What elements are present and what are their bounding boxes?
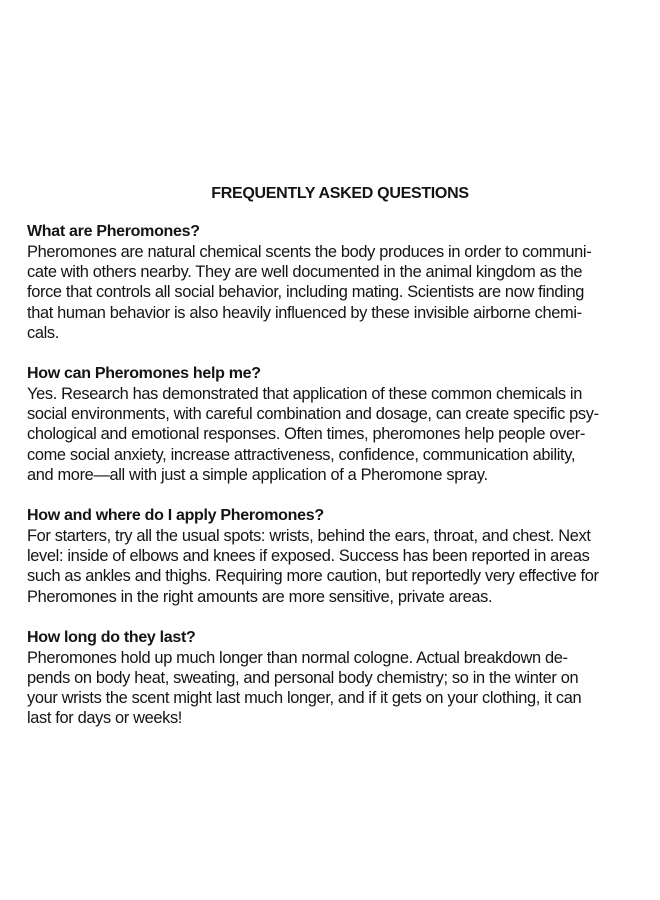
faq-question: How long do they last? <box>27 628 196 646</box>
answer-line: chological and emotional responses. Often times, pheromones help people over- <box>27 425 585 444</box>
faq-question: How can Pheromones help me? <box>27 365 261 383</box>
answer-line: social environments, with careful combination and dosage, can create specific psy- <box>27 405 599 424</box>
faq-answer <box>27 526 647 607</box>
faq-answer <box>27 384 647 485</box>
answer-line: level: inside of elbows and knees if exposed. Success has been reported in areas <box>27 547 590 566</box>
faq-answer <box>27 242 647 343</box>
faq-question: How and where do I apply Pheromones? <box>27 507 324 525</box>
answer-line: your wrists the scent might last much longer, and if it gets on your clothing, it can <box>27 689 582 708</box>
page-title: FREQUENTLY ASKED QUESTIONS <box>211 185 469 202</box>
answer-line: Pheromones are natural chemical scents the body produces in order to communi- <box>27 243 592 261</box>
answer-line: pends on body heat, sweating, and personal body chemistry; so in the winter on <box>27 669 579 688</box>
faq-question: What are Pheromones? <box>27 223 200 240</box>
answer-line: Pheromones in the right amounts are more sensitive, private areas. <box>27 587 493 606</box>
answer-line: cals. <box>27 323 59 342</box>
faq-document <box>27 183 647 749</box>
answer-line: such as ankles and thighs. Requiring more caution, but reportedly very effective for <box>27 567 599 586</box>
answer-line: For starters, try all the usual spots: wrists, behind the ears, throat, and chest. Next <box>27 527 591 546</box>
answer-line: force that controls all social behavior, including mating. Scientists are now finding <box>27 283 584 302</box>
faq-item-how-where-apply <box>27 505 647 607</box>
faq-item-how-long-last <box>27 627 647 729</box>
answer-line: come social anxiety, increase attractiveness, confidence, communication ability, <box>27 445 576 464</box>
answer-line: last for days or weeks! <box>27 709 183 728</box>
faq-item-how-can-help <box>27 363 647 485</box>
faq-answer <box>27 648 647 729</box>
answer-line: that human behavior is also heavily influenced by these invisible airborne chemi- <box>27 303 582 322</box>
answer-line: Yes. Research has demonstrated that application of these common chemicals in <box>27 385 582 404</box>
answer-line: Pheromones hold up much longer than normal cologne. Actual breakdown de- <box>27 648 568 667</box>
faq-item-what-are-pheromones <box>27 221 647 343</box>
answer-line: and more—all with just a simple application of a Pheromone spray. <box>27 465 488 484</box>
answer-line: cate with others nearby. They are well documented in the animal kingdom as the <box>27 263 583 282</box>
